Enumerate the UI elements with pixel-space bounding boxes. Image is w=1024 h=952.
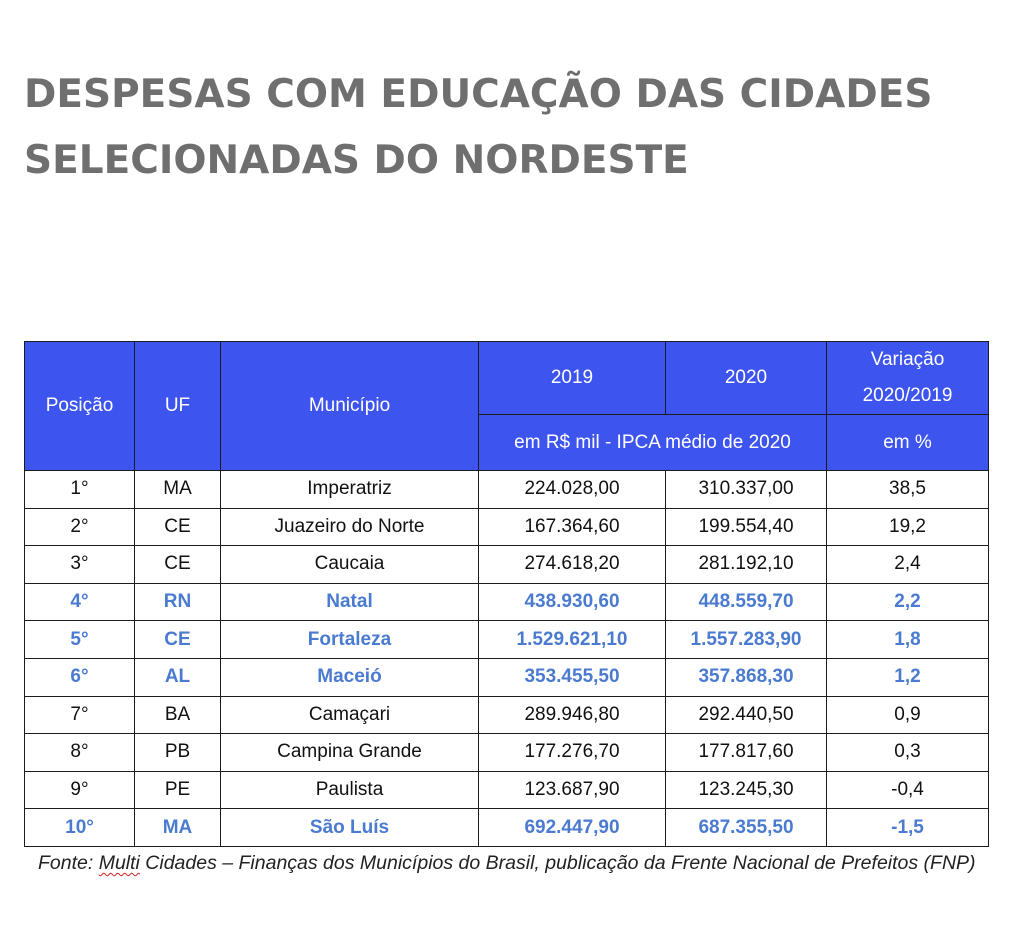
cell-uf: MA [135,809,221,847]
cell-2020: 199.554,40 [666,508,827,546]
cell-2019: 353.455,50 [479,658,666,696]
header-2020: 2020 [666,342,827,415]
header-unit-var: em % [827,415,989,471]
education-spending-table [24,341,989,847]
header-variacao [827,342,989,415]
cell-municipio: Caucaia [221,546,479,584]
cell-variacao: 38,5 [827,471,989,509]
source-note [38,846,1008,880]
cell-posicao: 3° [25,546,135,584]
cell-2020: 448.559,70 [666,583,827,621]
cell-uf: PE [135,771,221,809]
cell-municipio: Camaçari [221,696,479,734]
table-row [25,583,989,621]
table-body [25,471,989,847]
cell-posicao: 5° [25,621,135,659]
table-row [25,771,989,809]
cell-2020: 687.355,50 [666,809,827,847]
page-title: DESPESAS COM EDUCAÇÃO DAS CIDADES SELECIONADAS DO NORDESTE [24,72,933,183]
cell-variacao: -0,4 [827,771,989,809]
cell-2019: 692.447,90 [479,809,666,847]
cell-2020: 292.440,50 [666,696,827,734]
cell-posicao: 2° [25,508,135,546]
table-row [25,621,989,659]
cell-2020: 357.868,30 [666,658,827,696]
cell-2019: 177.276,70 [479,734,666,772]
cell-posicao: 6° [25,658,135,696]
cell-uf: CE [135,621,221,659]
cell-variacao: 19,2 [827,508,989,546]
cell-municipio: Maceió [221,658,479,696]
cell-2020: 177.817,60 [666,734,827,772]
header-variacao-line1: Variação [870,349,945,370]
cell-posicao: 8° [25,734,135,772]
cell-2019: 123.687,90 [479,771,666,809]
source-rest: Cidades – Finanças dos Municípios do Brasil, publicação da Frente Nacional de Prefeitos (FNP) [139,852,976,874]
table-row [25,734,989,772]
cell-uf: RN [135,583,221,621]
table-row [25,508,989,546]
cell-2019: 274.618,20 [479,546,666,584]
table-header [25,342,989,471]
cell-variacao: 0,9 [827,696,989,734]
cell-2020: 281.192,10 [666,546,827,584]
header-municipio: Município [221,342,479,471]
header-2019: 2019 [479,342,666,415]
cell-variacao: 2,4 [827,546,989,584]
cell-posicao: 10° [25,809,135,847]
cell-posicao: 4° [25,583,135,621]
cell-uf: BA [135,696,221,734]
header-uf: UF [135,342,221,471]
cell-variacao: 0,3 [827,734,989,772]
cell-uf: CE [135,508,221,546]
cell-2020: 123.245,30 [666,771,827,809]
cell-uf: CE [135,546,221,584]
cell-municipio: Fortaleza [221,621,479,659]
table-row [25,471,989,509]
cell-posicao: 9° [25,771,135,809]
cell-municipio: Campina Grande [221,734,479,772]
cell-uf: MA [135,471,221,509]
header-variacao-line2: 2020/2019 [862,385,953,406]
cell-variacao: 1,8 [827,621,989,659]
cell-municipio: Natal [221,583,479,621]
cell-uf: PB [135,734,221,772]
cell-posicao: 1° [25,471,135,509]
cell-2019: 289.946,80 [479,696,666,734]
cell-municipio: Paulista [221,771,479,809]
table-row [25,696,989,734]
cell-municipio: Imperatriz [221,471,479,509]
cell-uf: AL [135,658,221,696]
header-unit-values: em R$ mil - IPCA médio de 2020 [479,415,827,471]
header-posicao: Posição [25,342,135,471]
cell-variacao: 2,2 [827,583,989,621]
cell-2020: 1.557.283,90 [666,621,827,659]
table-row [25,809,989,847]
source-prefix: Fonte: [38,852,99,874]
cell-municipio: Juazeiro do Norte [221,508,479,546]
cell-2019: 224.028,00 [479,471,666,509]
table-row [25,546,989,584]
cell-municipio: São Luís [221,809,479,847]
cell-variacao: 1,2 [827,658,989,696]
cell-variacao: -1,5 [827,809,989,847]
cell-2019: 438.930,60 [479,583,666,621]
cell-2019: 1.529.621,10 [479,621,666,659]
table-row [25,658,989,696]
source-underlined-word: Multi [98,852,140,874]
cell-2019: 167.364,60 [479,508,666,546]
cell-2020: 310.337,00 [666,471,827,509]
cell-posicao: 7° [25,696,135,734]
